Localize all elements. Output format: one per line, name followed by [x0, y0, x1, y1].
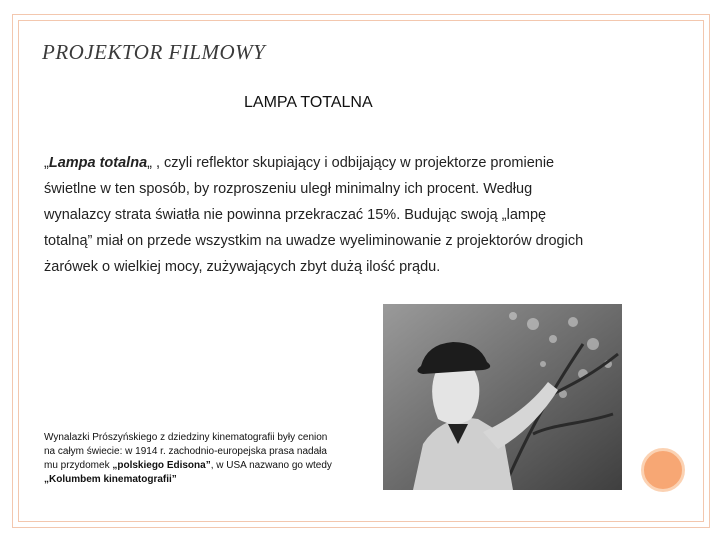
decorative-circle	[641, 448, 685, 492]
caption-kolumb: „Kolumbem kinematografii”	[44, 474, 177, 485]
open-quote: „	[44, 155, 49, 171]
slide-title: PROJEKTOR FILMOWY	[42, 40, 266, 64]
inventor-photo	[383, 304, 622, 490]
caption-line-2: na całym świecie: w 1914 r. zachodnio-europejska prasa nadała	[44, 446, 327, 457]
caption-line-3-suffix: , w USA nazwano go wtedy	[210, 460, 332, 471]
slide-subtitle: LAMPA TOTALNA	[244, 94, 373, 111]
paragraph-text: „ , czyli reflektor skupiający i odbijający w projektorze promienie świetlne w ten sposób, by rozproszeniu uległ minimalny ich procent. Według wynalazcy strata światła nie powinna przekraczać 15%. Budując swoją „lampę totalną” miał on przede wszystkim na uwadze wyeliminowanie z projektorów drogich żarówek o wielkiej mocy, zużywających zbyt dużą ilość prądu.	[44, 155, 584, 275]
caption-line-1: Wynalazki Prószyńskiego z dziedziny kinematografii były cenion	[44, 432, 328, 443]
photo-caption	[44, 431, 384, 491]
caption-polish-edison: „polskiego Edisona”	[112, 460, 211, 471]
term-lampa-totalna: Lampa totalna	[48, 155, 148, 171]
caption-line-3-prefix: mu przydomek	[44, 460, 113, 471]
body-paragraph	[44, 150, 584, 280]
